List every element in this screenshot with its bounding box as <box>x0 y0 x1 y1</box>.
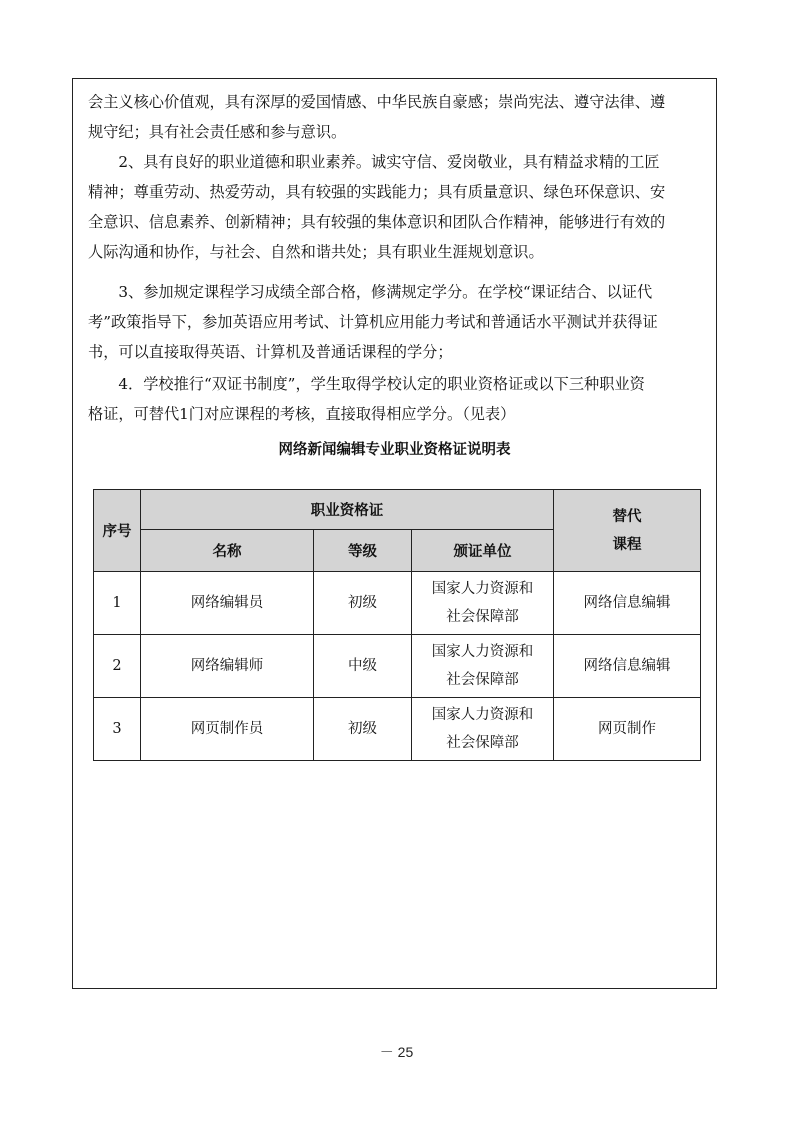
cell-course: 网页制作 <box>554 698 701 761</box>
text-line: 2、具有良好的职业道德和职业素养。诚实守信、爱岗敬业，具有精益求精的工匠 <box>88 153 660 171</box>
cell-course: 网络信息编辑 <box>554 635 701 698</box>
cell-course: 网络信息编辑 <box>554 572 701 635</box>
text-line: 4．学校推行“双证书制度”，学生取得学校认定的职业资格证或以下三种职业资 <box>88 375 645 393</box>
header-name: 名称 <box>141 530 314 572</box>
cell-issuer <box>412 572 554 635</box>
cell-seq: 2 <box>94 635 141 698</box>
issuer-line2: 社会保障部 <box>446 735 519 751</box>
text-line: 全意识、信息素养、创新精神；具有较强的集体意识和团队合作精神，能够进行有效的 <box>88 213 666 231</box>
text-line: 格证，可替代1门对应课程的考核，直接取得相应学分。（见表） <box>88 405 516 423</box>
paragraph-credits <box>88 277 704 367</box>
table-row <box>94 698 701 761</box>
cell-level: 初级 <box>314 572 412 635</box>
page-number: － 25 <box>379 1044 414 1060</box>
cell-name: 网络编辑师 <box>141 635 314 698</box>
header-issuer: 颁证单位 <box>412 530 554 572</box>
header-cert-group: 职业资格证 <box>141 490 554 530</box>
text-line: 3、参加规定课程学习成绩全部合格，修满规定学分。在学校“课证结合、以证代 <box>88 283 653 301</box>
cell-name: 网页制作员 <box>141 698 314 761</box>
header-seq: 序号 <box>94 490 141 572</box>
issuer-line2: 社会保障部 <box>446 672 519 688</box>
paragraph-values <box>88 87 704 147</box>
table-row <box>94 572 701 635</box>
cell-seq: 1 <box>94 572 141 635</box>
cell-seq: 3 <box>94 698 141 761</box>
cell-level: 初级 <box>314 698 412 761</box>
header-replace-course <box>554 490 701 572</box>
cell-issuer <box>412 698 554 761</box>
cell-issuer <box>412 635 554 698</box>
text-line: 书，可以直接取得英语、计算机及普通话课程的学分； <box>88 343 453 361</box>
paragraph-dual-certificate <box>88 369 704 429</box>
issuer-line1: 国家人力资源和 <box>431 644 534 660</box>
certificate-table <box>93 489 701 761</box>
issuer-line1: 国家人力资源和 <box>431 707 534 723</box>
paragraph-professional-ethics <box>88 147 704 267</box>
text-line: 规守纪；具有社会责任感和参与意识。 <box>88 123 347 141</box>
table-caption: 网络新闻编辑专业职业资格证说明表 <box>278 442 511 458</box>
cell-level: 中级 <box>314 635 412 698</box>
text-line: 精神；尊重劳动、热爱劳动，具有较强的实践能力；具有质量意识、绿色环保意识、安 <box>88 183 666 201</box>
header-replace-line2: 课程 <box>612 536 642 553</box>
table-row <box>94 635 701 698</box>
issuer-line1: 国家人力资源和 <box>431 581 534 597</box>
header-level: 等级 <box>314 530 412 572</box>
header-replace-line1: 替代 <box>612 508 642 525</box>
issuer-line2: 社会保障部 <box>446 609 519 625</box>
text-line: 会主义核心价值观，具有深厚的爱国情感、中华民族自豪感；崇尚宪法、遵守法律、遵 <box>88 93 666 111</box>
text-line: 考”政策指导下，参加英语应用考试、计算机应用能力考试和普通话水平测试并获得证 <box>88 313 658 331</box>
text-line: 人际沟通和协作，与社会、自然和谐共处；具有职业生涯规划意识。 <box>88 243 544 261</box>
cell-name: 网络编辑员 <box>141 572 314 635</box>
